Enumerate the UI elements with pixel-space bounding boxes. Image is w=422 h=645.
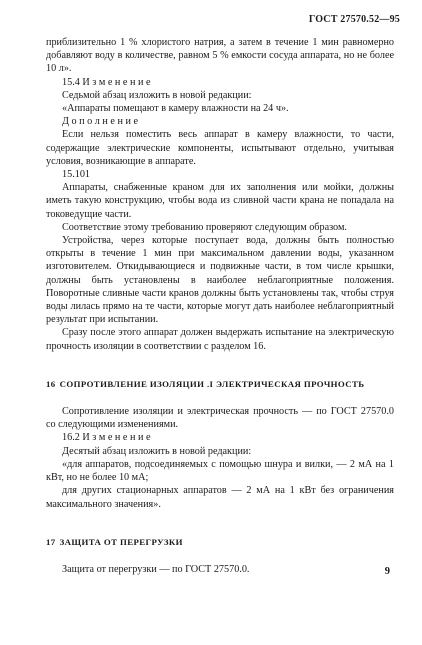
page-content	[46, 36, 394, 576]
clause-paragraph-1: Аппараты, снабженные краном для их заполнения или мойки, должны иметь такую конструкцию, чтобы вода из сливной части крана не попадала на токоведущие части.	[46, 182, 394, 220]
change-heading-16-2: 16.2 И з м е н е н и е	[62, 432, 151, 444]
section-16-number: 16	[46, 378, 56, 389]
clause-paragraph-2: Соответствие этому требованию проверяют следующим образом.	[62, 221, 347, 233]
change-16-2-quote-1: «для аппаратов, подсоединяемых с помощью шнура и вилки, — 2 мА на 1 кВт, но не более 10 мА;	[46, 458, 394, 484]
change-quote: «Аппараты помещают в камеру влажности на 24 ч».	[62, 103, 289, 115]
section-17-number: 17	[46, 536, 56, 547]
section-17-title-text: ЗАЩИТА ОТ ПЕРЕГРУЗКИ	[59, 536, 183, 547]
page-number: 9	[384, 566, 390, 577]
change-heading-15-4: 15.4 И з м е н е н и е	[62, 76, 151, 88]
document-code-header: ГОСТ 27570.52—95	[308, 14, 400, 25]
change-16-2-instruction: Десятый абзац изложить в новой редакции:	[62, 445, 252, 457]
addition-text: Если нельзя поместить весь аппарат в камеру влажности, то части, содержащие электрические компоненты, испытывают отдельно, учитывая условия, возникающие в аппарате.	[46, 129, 394, 167]
clause-paragraph-4: Сразу после этого аппарат должен выдержать испытание на электрическую прочность изоляции в соответствии с разделом 16.	[46, 327, 394, 352]
section-17-paragraph: Защита от перегрузки — по ГОСТ 27570.0.	[62, 563, 250, 575]
change-instruction: Седьмой абзац изложить в новой редакции:	[62, 89, 252, 101]
section-16-title-text: СОПРОТИВЛЕНИЕ ИЗОЛЯЦИИ .І ЭЛЕКТРИЧЕСКАЯ ПРОЧНОСТЬ	[59, 378, 365, 389]
clause-paragraph-3: Устройства, через которые поступает вода, должны быть полностью открыты в течение 1 мин при максимальном давлении воды, указанном изготовителем. Откидывающиеся и подвижные части, в том числе крышки, должны быть установлены в наиболее неблагоприятные положения. Поворотные сливные части кранов должны быть установлены так, чтобы струя воды лилась прямо на те части, которые могут дать наиболее неблагоприятный результат при испытании.	[46, 235, 394, 326]
section-16-paragraph: Сопротивление изоляции и электрическая прочность — по ГОСТ 27570.0 со следующими изменениями.	[46, 406, 394, 431]
addition-heading: Д о п о л н е н и е	[62, 116, 138, 128]
section-16-title	[46, 378, 394, 391]
section-17-title	[46, 536, 394, 549]
change-16-2-quote-2: для других стационарных аппаратов — 2 мА на 1 кВт без ограничения максимального значения».	[46, 485, 394, 510]
clause-number-15-101: 15.101	[62, 169, 91, 181]
paragraph-continuation: приблизительно 1 % хлористого натрия, а затем в течение 1 мин равномерно добавляют воду в количестве, равном 5 % емкости сосуда аппарата, но не более 10 л».	[46, 37, 394, 75]
